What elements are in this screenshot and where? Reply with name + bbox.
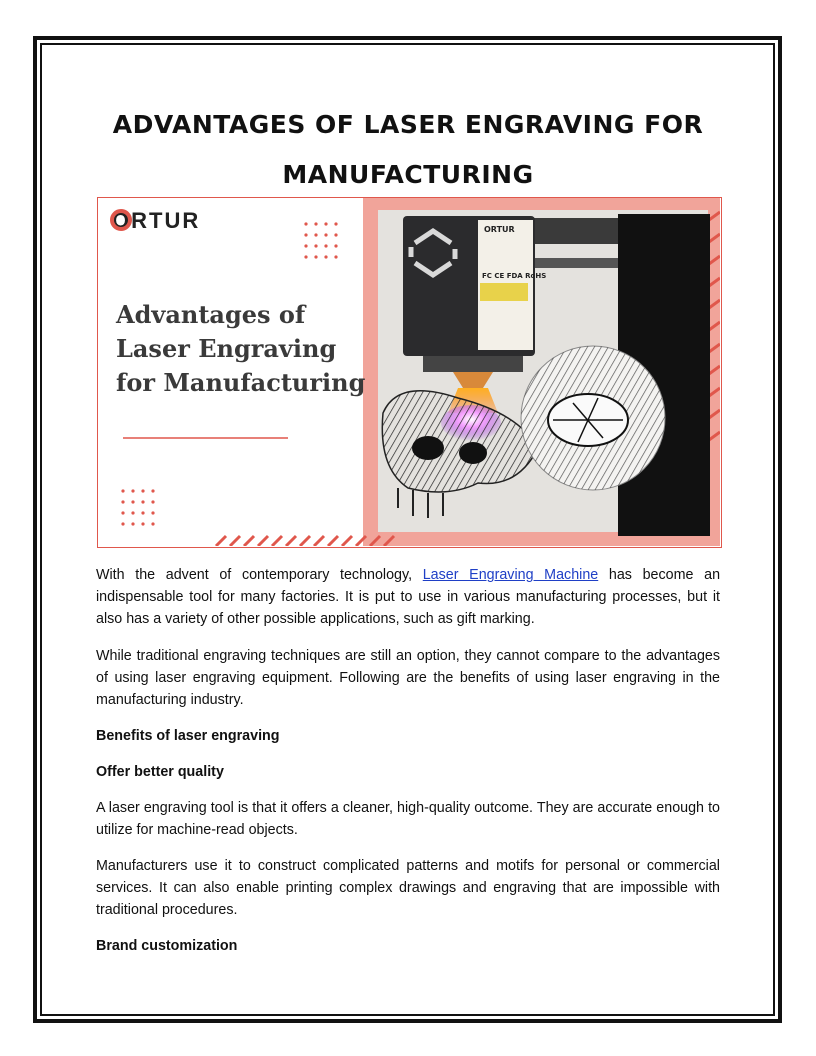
hero-headline-line-1: Advantages of — [116, 300, 306, 329]
paragraph-traditional: While traditional engraving techniques are still an option, they cannot compare to the advantages of using laser engraving equipment. Following are the benefits of using laser engraving in the manufacturing industry. — [96, 648, 720, 708]
hero-headline — [115, 300, 366, 397]
heading-brand-customization: Brand customization — [96, 938, 238, 954]
heading-better-quality: Offer better quality — [96, 764, 224, 780]
dot-grid-bottom — [121, 489, 154, 525]
paragraph-patterns: Manufacturers use it to construct complicated patterns and motifs for personal or commercial services. It can also enable printing complex drawings and engraving that are impossible with traditional procedures. — [96, 858, 720, 918]
module-brand-text: ORTUR — [484, 225, 515, 234]
page-title: ADVANTAGES OF LASER ENGRAVING FOR MANUFACTURING — [112, 110, 704, 189]
hero-banner-image — [97, 197, 722, 548]
hero-headline-line-3: for Manufacturing — [116, 368, 366, 397]
laser-engraving-machine-link[interactable]: Laser Engraving Machine — [422, 567, 599, 583]
ortur-logo: ORTUR — [112, 208, 201, 233]
svg-text:FC CE FDA RoHS: FC CE FDA RoHS — [482, 272, 547, 280]
zoom-detail-circle — [521, 346, 665, 490]
paragraph-intro: With the advent of contemporary technology, Laser Engraving Machine has become an indispensable tool for many factories. It is put to use in various manufacturing processes, but it also has a variety of other possible applications, such as gift marking. — [96, 567, 721, 627]
heading-benefits: Benefits of laser engraving — [96, 728, 280, 744]
paragraph-quality: A laser engraving tool is that it offers a cleaner, high-quality outcome. They are accurate enough to utilize for machine-read objects. — [96, 800, 720, 838]
dot-grid-top — [304, 222, 337, 258]
hero-headline-line-2: Laser Engraving — [116, 334, 337, 363]
